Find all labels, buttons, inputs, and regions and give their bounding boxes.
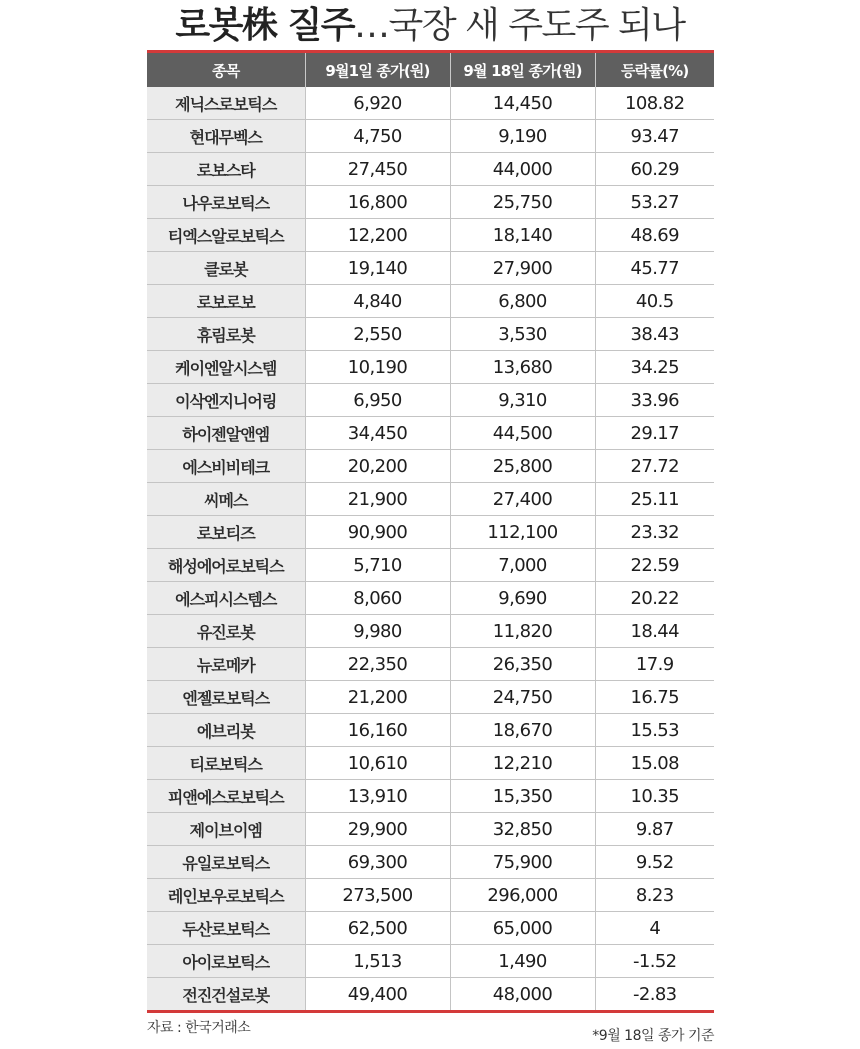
cell-sep18-close: 13,680 [450, 351, 595, 384]
cell-sep18-close: 14,450 [450, 87, 595, 120]
cell-stock-name: 제이브이엠 [147, 813, 305, 846]
cell-change-rate: -1.52 [595, 945, 714, 978]
table-row [147, 615, 714, 648]
cell-stock-name: 전진건설로봇 [147, 978, 305, 1011]
table-row [147, 846, 714, 879]
cell-sep18-close: 44,500 [450, 417, 595, 450]
cell-change-rate: 27.72 [595, 450, 714, 483]
cell-sep1-close: 9,980 [305, 615, 450, 648]
cell-stock-name: 휴림로봇 [147, 318, 305, 351]
cell-change-rate: 18.44 [595, 615, 714, 648]
cell-sep1-close: 62,500 [305, 912, 450, 945]
cell-stock-name: 제닉스로보틱스 [147, 87, 305, 120]
cell-stock-name: 아이로보틱스 [147, 945, 305, 978]
cell-sep1-close: 2,550 [305, 318, 450, 351]
source-label: 자료 : 한국거래소 [147, 1020, 251, 1036]
cell-sep1-close: 10,610 [305, 747, 450, 780]
cell-stock-name: 에스피시스템스 [147, 582, 305, 615]
cell-sep18-close: 18,670 [450, 714, 595, 747]
cell-change-rate: 25.11 [595, 483, 714, 516]
title-bold: 로봇株 질주 [175, 5, 355, 46]
cell-sep18-close: 75,900 [450, 846, 595, 879]
header-name: 종목 [147, 53, 305, 87]
table-header-row [147, 53, 714, 87]
cell-sep1-close: 16,800 [305, 186, 450, 219]
stock-table-container [147, 50, 714, 1013]
table-row [147, 978, 714, 1011]
cell-stock-name: 피앤에스로보틱스 [147, 780, 305, 813]
table-row [147, 384, 714, 417]
table-row [147, 186, 714, 219]
table-row [147, 813, 714, 846]
cell-change-rate: 38.43 [595, 318, 714, 351]
table-row [147, 153, 714, 186]
table-row [147, 219, 714, 252]
cell-sep1-close: 6,920 [305, 87, 450, 120]
cell-sep1-close: 10,190 [305, 351, 450, 384]
cell-sep1-close: 12,200 [305, 219, 450, 252]
cell-sep18-close: 25,800 [450, 450, 595, 483]
cell-change-rate: 40.5 [595, 285, 714, 318]
cell-stock-name: 티엑스알로보틱스 [147, 219, 305, 252]
footnote: *9월 18일 종가 기준 [592, 1028, 714, 1044]
table-row [147, 318, 714, 351]
header-change-rate: 등락률(%) [595, 53, 714, 87]
cell-change-rate: 45.77 [595, 252, 714, 285]
cell-sep1-close: 34,450 [305, 417, 450, 450]
cell-sep1-close: 16,160 [305, 714, 450, 747]
cell-change-rate: 4 [595, 912, 714, 945]
header-sep1-close: 9월1일 종가(원) [305, 53, 450, 87]
table-row [147, 285, 714, 318]
table-row [147, 252, 714, 285]
cell-sep18-close: 65,000 [450, 912, 595, 945]
table-row [147, 120, 714, 153]
cell-stock-name: 해성에어로보틱스 [147, 549, 305, 582]
cell-sep1-close: 4,840 [305, 285, 450, 318]
cell-sep18-close: 48,000 [450, 978, 595, 1011]
table-row [147, 747, 714, 780]
cell-change-rate: 34.25 [595, 351, 714, 384]
cell-sep1-close: 4,750 [305, 120, 450, 153]
cell-sep1-close: 21,200 [305, 681, 450, 714]
cell-stock-name: 로보티즈 [147, 516, 305, 549]
table-row [147, 879, 714, 912]
cell-sep18-close: 18,140 [450, 219, 595, 252]
cell-change-rate: 108.82 [595, 87, 714, 120]
cell-sep18-close: 25,750 [450, 186, 595, 219]
stock-table [147, 53, 714, 1010]
cell-stock-name: 뉴로메카 [147, 648, 305, 681]
cell-change-rate: 93.47 [595, 120, 714, 153]
cell-sep1-close: 27,450 [305, 153, 450, 186]
cell-sep18-close: 296,000 [450, 879, 595, 912]
cell-sep18-close: 44,000 [450, 153, 595, 186]
cell-change-rate: 15.08 [595, 747, 714, 780]
cell-stock-name: 현대무벡스 [147, 120, 305, 153]
table-row [147, 549, 714, 582]
table-row [147, 516, 714, 549]
cell-sep18-close: 3,530 [450, 318, 595, 351]
cell-sep1-close: 29,900 [305, 813, 450, 846]
cell-sep1-close: 69,300 [305, 846, 450, 879]
cell-stock-name: 로보로보 [147, 285, 305, 318]
cell-stock-name: 유진로봇 [147, 615, 305, 648]
cell-sep18-close: 12,210 [450, 747, 595, 780]
cell-stock-name: 에스비비테크 [147, 450, 305, 483]
cell-change-rate: 10.35 [595, 780, 714, 813]
table-row [147, 945, 714, 978]
table-row [147, 912, 714, 945]
cell-change-rate: 20.22 [595, 582, 714, 615]
cell-change-rate: 60.29 [595, 153, 714, 186]
cell-sep1-close: 5,710 [305, 549, 450, 582]
cell-sep1-close: 22,350 [305, 648, 450, 681]
cell-sep18-close: 9,690 [450, 582, 595, 615]
cell-change-rate: 23.32 [595, 516, 714, 549]
cell-sep18-close: 32,850 [450, 813, 595, 846]
title-light: …국장 새 주도주 되나 [354, 5, 685, 46]
cell-sep18-close: 7,000 [450, 549, 595, 582]
table-row [147, 483, 714, 516]
cell-sep1-close: 90,900 [305, 516, 450, 549]
cell-change-rate: 33.96 [595, 384, 714, 417]
cell-change-rate: 9.87 [595, 813, 714, 846]
cell-change-rate: 22.59 [595, 549, 714, 582]
table-row [147, 681, 714, 714]
cell-change-rate: 53.27 [595, 186, 714, 219]
table-row [147, 417, 714, 450]
cell-change-rate: 17.9 [595, 648, 714, 681]
cell-sep1-close: 6,950 [305, 384, 450, 417]
cell-stock-name: 나우로보틱스 [147, 186, 305, 219]
cell-sep18-close: 112,100 [450, 516, 595, 549]
table-row [147, 87, 714, 120]
header-sep18-close: 9월 18일 종가(원) [450, 53, 595, 87]
page-title [0, 4, 860, 48]
cell-sep1-close: 21,900 [305, 483, 450, 516]
cell-change-rate: 8.23 [595, 879, 714, 912]
cell-change-rate: 9.52 [595, 846, 714, 879]
cell-sep1-close: 49,400 [305, 978, 450, 1011]
cell-stock-name: 엔젤로보틱스 [147, 681, 305, 714]
cell-sep18-close: 6,800 [450, 285, 595, 318]
cell-sep1-close: 19,140 [305, 252, 450, 285]
table-row [147, 780, 714, 813]
cell-sep18-close: 1,490 [450, 945, 595, 978]
cell-stock-name: 레인보우로보틱스 [147, 879, 305, 912]
cell-sep1-close: 273,500 [305, 879, 450, 912]
table-body [147, 87, 714, 1010]
table-row [147, 450, 714, 483]
table-row [147, 582, 714, 615]
cell-stock-name: 티로보틱스 [147, 747, 305, 780]
table-row [147, 714, 714, 747]
cell-stock-name: 클로봇 [147, 252, 305, 285]
cell-change-rate: 15.53 [595, 714, 714, 747]
cell-sep18-close: 15,350 [450, 780, 595, 813]
table-row [147, 648, 714, 681]
cell-change-rate: 29.17 [595, 417, 714, 450]
cell-stock-name: 씨메스 [147, 483, 305, 516]
cell-sep1-close: 8,060 [305, 582, 450, 615]
cell-sep18-close: 27,400 [450, 483, 595, 516]
cell-sep18-close: 11,820 [450, 615, 595, 648]
cell-sep18-close: 24,750 [450, 681, 595, 714]
cell-sep18-close: 26,350 [450, 648, 595, 681]
cell-sep18-close: 9,190 [450, 120, 595, 153]
table-row [147, 351, 714, 384]
cell-change-rate: 16.75 [595, 681, 714, 714]
cell-stock-name: 에브리봇 [147, 714, 305, 747]
cell-sep1-close: 13,910 [305, 780, 450, 813]
cell-stock-name: 유일로보틱스 [147, 846, 305, 879]
cell-stock-name: 로보스타 [147, 153, 305, 186]
cell-sep1-close: 20,200 [305, 450, 450, 483]
cell-stock-name: 케이엔알시스템 [147, 351, 305, 384]
cell-stock-name: 이삭엔지니어링 [147, 384, 305, 417]
cell-sep1-close: 1,513 [305, 945, 450, 978]
cell-change-rate: -2.83 [595, 978, 714, 1011]
cell-sep18-close: 27,900 [450, 252, 595, 285]
cell-stock-name: 두산로보틱스 [147, 912, 305, 945]
cell-change-rate: 48.69 [595, 219, 714, 252]
cell-sep18-close: 9,310 [450, 384, 595, 417]
cell-stock-name: 하이젠알앤엠 [147, 417, 305, 450]
